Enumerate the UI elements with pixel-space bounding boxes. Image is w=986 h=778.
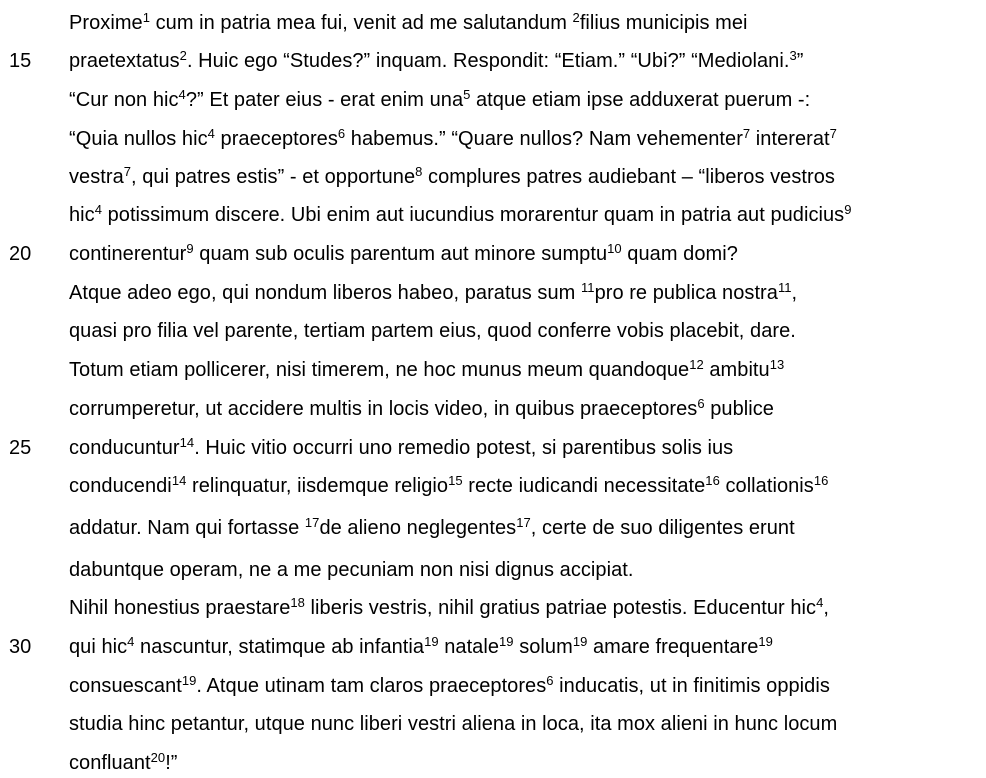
- text-line: [0, 748, 986, 778]
- text-segment: “Cur non hic: [69, 89, 179, 111]
- footnote-marker: 9: [186, 241, 194, 256]
- text-segment: praetextatus: [69, 50, 180, 72]
- footnote-marker: 2: [572, 10, 580, 25]
- text-segment: , certe de suo diligentes erunt: [530, 517, 795, 539]
- text-line: [0, 555, 986, 585]
- text-segment: cum in patria mea fui, venit ad me salutandum: [149, 12, 573, 34]
- footnote-marker: 7: [742, 126, 751, 141]
- text-segment: corrumperetur, ut accidere multis in locis video, in quibus praeceptores: [69, 398, 698, 420]
- text-segment: Atque adeo ego, qui nondum liberos habeo, paratus sum: [69, 282, 581, 304]
- footnote-marker: 14: [171, 473, 187, 488]
- footnote-marker: 6: [546, 673, 554, 688]
- footnote-marker: 19: [758, 634, 773, 649]
- footnote-marker: 20: [150, 750, 166, 765]
- text-segment: atque etiam ipse adduxerat puerum -:: [470, 89, 811, 111]
- line-text: [69, 278, 797, 308]
- text-segment: addatur. Nam qui fortasse: [69, 517, 305, 539]
- text-segment: amare frequentare: [587, 636, 759, 658]
- text-line: [0, 124, 986, 154]
- text-segment: quam sub oculis parentum aut minore sumptu: [193, 243, 608, 265]
- footnote-marker: 11: [777, 280, 792, 295]
- text-segment: . Huic vitio occurri uno remedio potest, si parentibus solis ius: [194, 437, 734, 459]
- text-segment: Proxime: [69, 12, 143, 34]
- text-segment: conducuntur: [69, 437, 180, 459]
- text-segment: praeceptores: [214, 128, 338, 150]
- text-segment: Totum etiam pollicerer, nisi timerem, ne hoc munus meum quandoque: [69, 359, 690, 381]
- text-segment: ,: [823, 597, 829, 619]
- text-line: [0, 433, 986, 463]
- footnote-marker: 19: [181, 673, 197, 688]
- text-segment: continerentur: [69, 243, 187, 265]
- text-segment: ambitu: [703, 359, 770, 381]
- line-number: 15: [9, 50, 32, 72]
- footnote-marker: 9: [844, 202, 852, 217]
- text-line: [0, 632, 986, 662]
- line-text: [69, 8, 748, 38]
- text-segment: intererat: [750, 128, 830, 150]
- text-line: [0, 513, 986, 543]
- footnote-marker: 16: [813, 473, 829, 488]
- text-line: [0, 200, 986, 230]
- text-segment: , qui patres estis” - et opportune: [131, 166, 416, 188]
- text-segment: hic: [69, 204, 95, 226]
- footnote-marker: 14: [179, 435, 195, 450]
- line-text: [69, 239, 738, 269]
- footnote-marker: 19: [499, 634, 514, 649]
- footnote-marker: 18: [290, 595, 305, 610]
- text-segment: filius municipis mei: [579, 12, 748, 34]
- text-line: [0, 85, 986, 115]
- line-text: [69, 124, 837, 154]
- line-number: 20: [9, 243, 32, 265]
- line-text: [69, 671, 830, 701]
- text-segment: quam domi?: [621, 243, 738, 265]
- text-line: [0, 278, 986, 308]
- text-line: [0, 162, 986, 192]
- footnote-marker: 19: [572, 634, 588, 649]
- text-segment: dabuntque operam, ne a me pecuniam non nisi dignus accipiat.: [69, 559, 634, 581]
- text-segment: relinquatur, iisdemque religio: [186, 475, 449, 497]
- line-number: 25: [9, 437, 32, 459]
- footnote-marker: 6: [337, 126, 346, 141]
- line-text: [69, 593, 829, 623]
- line-text: [69, 748, 178, 778]
- text-segment: liberis vestris, nihil gratius patriae potestis. Educentur hic: [304, 597, 817, 619]
- line-text: [69, 85, 810, 115]
- text-segment: ?” Et pater eius - erat enim una: [185, 89, 464, 111]
- line-text: [69, 555, 633, 585]
- text-segment: qui hic: [69, 636, 128, 658]
- line-text: [69, 632, 773, 662]
- footnote-marker: 7: [829, 126, 837, 141]
- text-line: [0, 671, 986, 701]
- text-segment: potissimum discere. Ubi enim aut iucundius morarentur quam in patria aut pudicius: [102, 204, 845, 226]
- footnote-marker: 11: [580, 280, 595, 295]
- footnote-marker: 8: [415, 164, 423, 179]
- text-line: [0, 593, 986, 623]
- text-line: [0, 316, 986, 346]
- footnote-marker: 10: [607, 241, 622, 256]
- text-segment: complures patres audiebant – “liberos vestros: [422, 166, 835, 188]
- text-segment: recte iudicandi necessitate: [462, 475, 706, 497]
- footnote-marker: 17: [516, 515, 531, 530]
- footnote-marker: 13: [769, 357, 785, 372]
- text-segment: solum: [513, 636, 573, 658]
- footnote-marker: 5: [463, 87, 471, 102]
- text-segment: studia hinc petantur, utque nunc liberi vestri aliena in loca, ita mox alieni in hunc locum: [69, 713, 838, 735]
- text-segment: conducendi: [69, 475, 172, 497]
- text-segment: collationis: [719, 475, 814, 497]
- line-text: [69, 46, 803, 76]
- text-line: [0, 709, 986, 739]
- footnote-marker: 4: [127, 634, 135, 649]
- line-text: [69, 316, 796, 346]
- line-text: [69, 162, 835, 192]
- text-line: [0, 471, 986, 501]
- footnote-marker: 4: [178, 87, 186, 102]
- text-segment: habemus.” “Quare nullos? Nam vehementer: [345, 128, 743, 150]
- footnote-marker: 4: [207, 126, 215, 141]
- text-segment: inducatis, ut in finitimis oppidis: [553, 675, 830, 697]
- footnote-marker: 2: [179, 48, 187, 63]
- line-number: 30: [9, 636, 32, 658]
- footnote-marker: 4: [816, 595, 824, 610]
- line-text: [69, 433, 733, 463]
- text-segment: vestra: [69, 166, 124, 188]
- text-segment: de alieno neglegentes: [319, 517, 517, 539]
- footnote-marker: 6: [697, 396, 705, 411]
- footnote-marker: 1: [142, 10, 150, 25]
- footnote-marker: 12: [689, 357, 704, 372]
- line-text: [69, 709, 837, 739]
- text-line: [0, 355, 986, 385]
- text-line: [0, 239, 986, 269]
- footnote-marker: 4: [94, 202, 102, 217]
- footnote-marker: 19: [424, 634, 439, 649]
- text-segment: quasi pro filia vel parente, tertiam partem eius, quod conferre vobis placebit, dare.: [69, 320, 796, 342]
- text-segment: “Quia nullos hic: [69, 128, 208, 150]
- footnote-marker: 16: [705, 473, 720, 488]
- text-segment: pro re publica nostra: [594, 282, 778, 304]
- text-segment: !”: [165, 752, 178, 774]
- text-segment: ”: [796, 50, 804, 72]
- line-text: [69, 355, 784, 385]
- text-segment: nascuntur, statimque ab infantia: [134, 636, 425, 658]
- text-segment: ,: [791, 282, 798, 304]
- text-segment: . Huic ego “Studes?” inquam. Respondit: “Etiam.” “Ubi?” “Mediolani.: [186, 50, 790, 72]
- footnote-marker: 17: [304, 515, 320, 530]
- footnote-marker: 3: [789, 48, 797, 63]
- text-segment: publice: [704, 398, 774, 420]
- text-segment: consuescant: [69, 675, 182, 697]
- line-text: [69, 471, 828, 501]
- line-text: [69, 200, 852, 230]
- text-line: [0, 46, 986, 76]
- line-text: [69, 513, 795, 543]
- text-segment: . Atque utinam tam claros praeceptores: [196, 675, 547, 697]
- text-segment: confluant: [69, 752, 151, 774]
- line-text: [69, 394, 774, 424]
- text-line: [0, 8, 986, 38]
- text-segment: Nihil honestius praestare: [69, 597, 291, 619]
- text-segment: natale: [438, 636, 500, 658]
- footnote-marker: 7: [123, 164, 132, 179]
- footnote-marker: 15: [448, 473, 463, 488]
- text-line: [0, 394, 986, 424]
